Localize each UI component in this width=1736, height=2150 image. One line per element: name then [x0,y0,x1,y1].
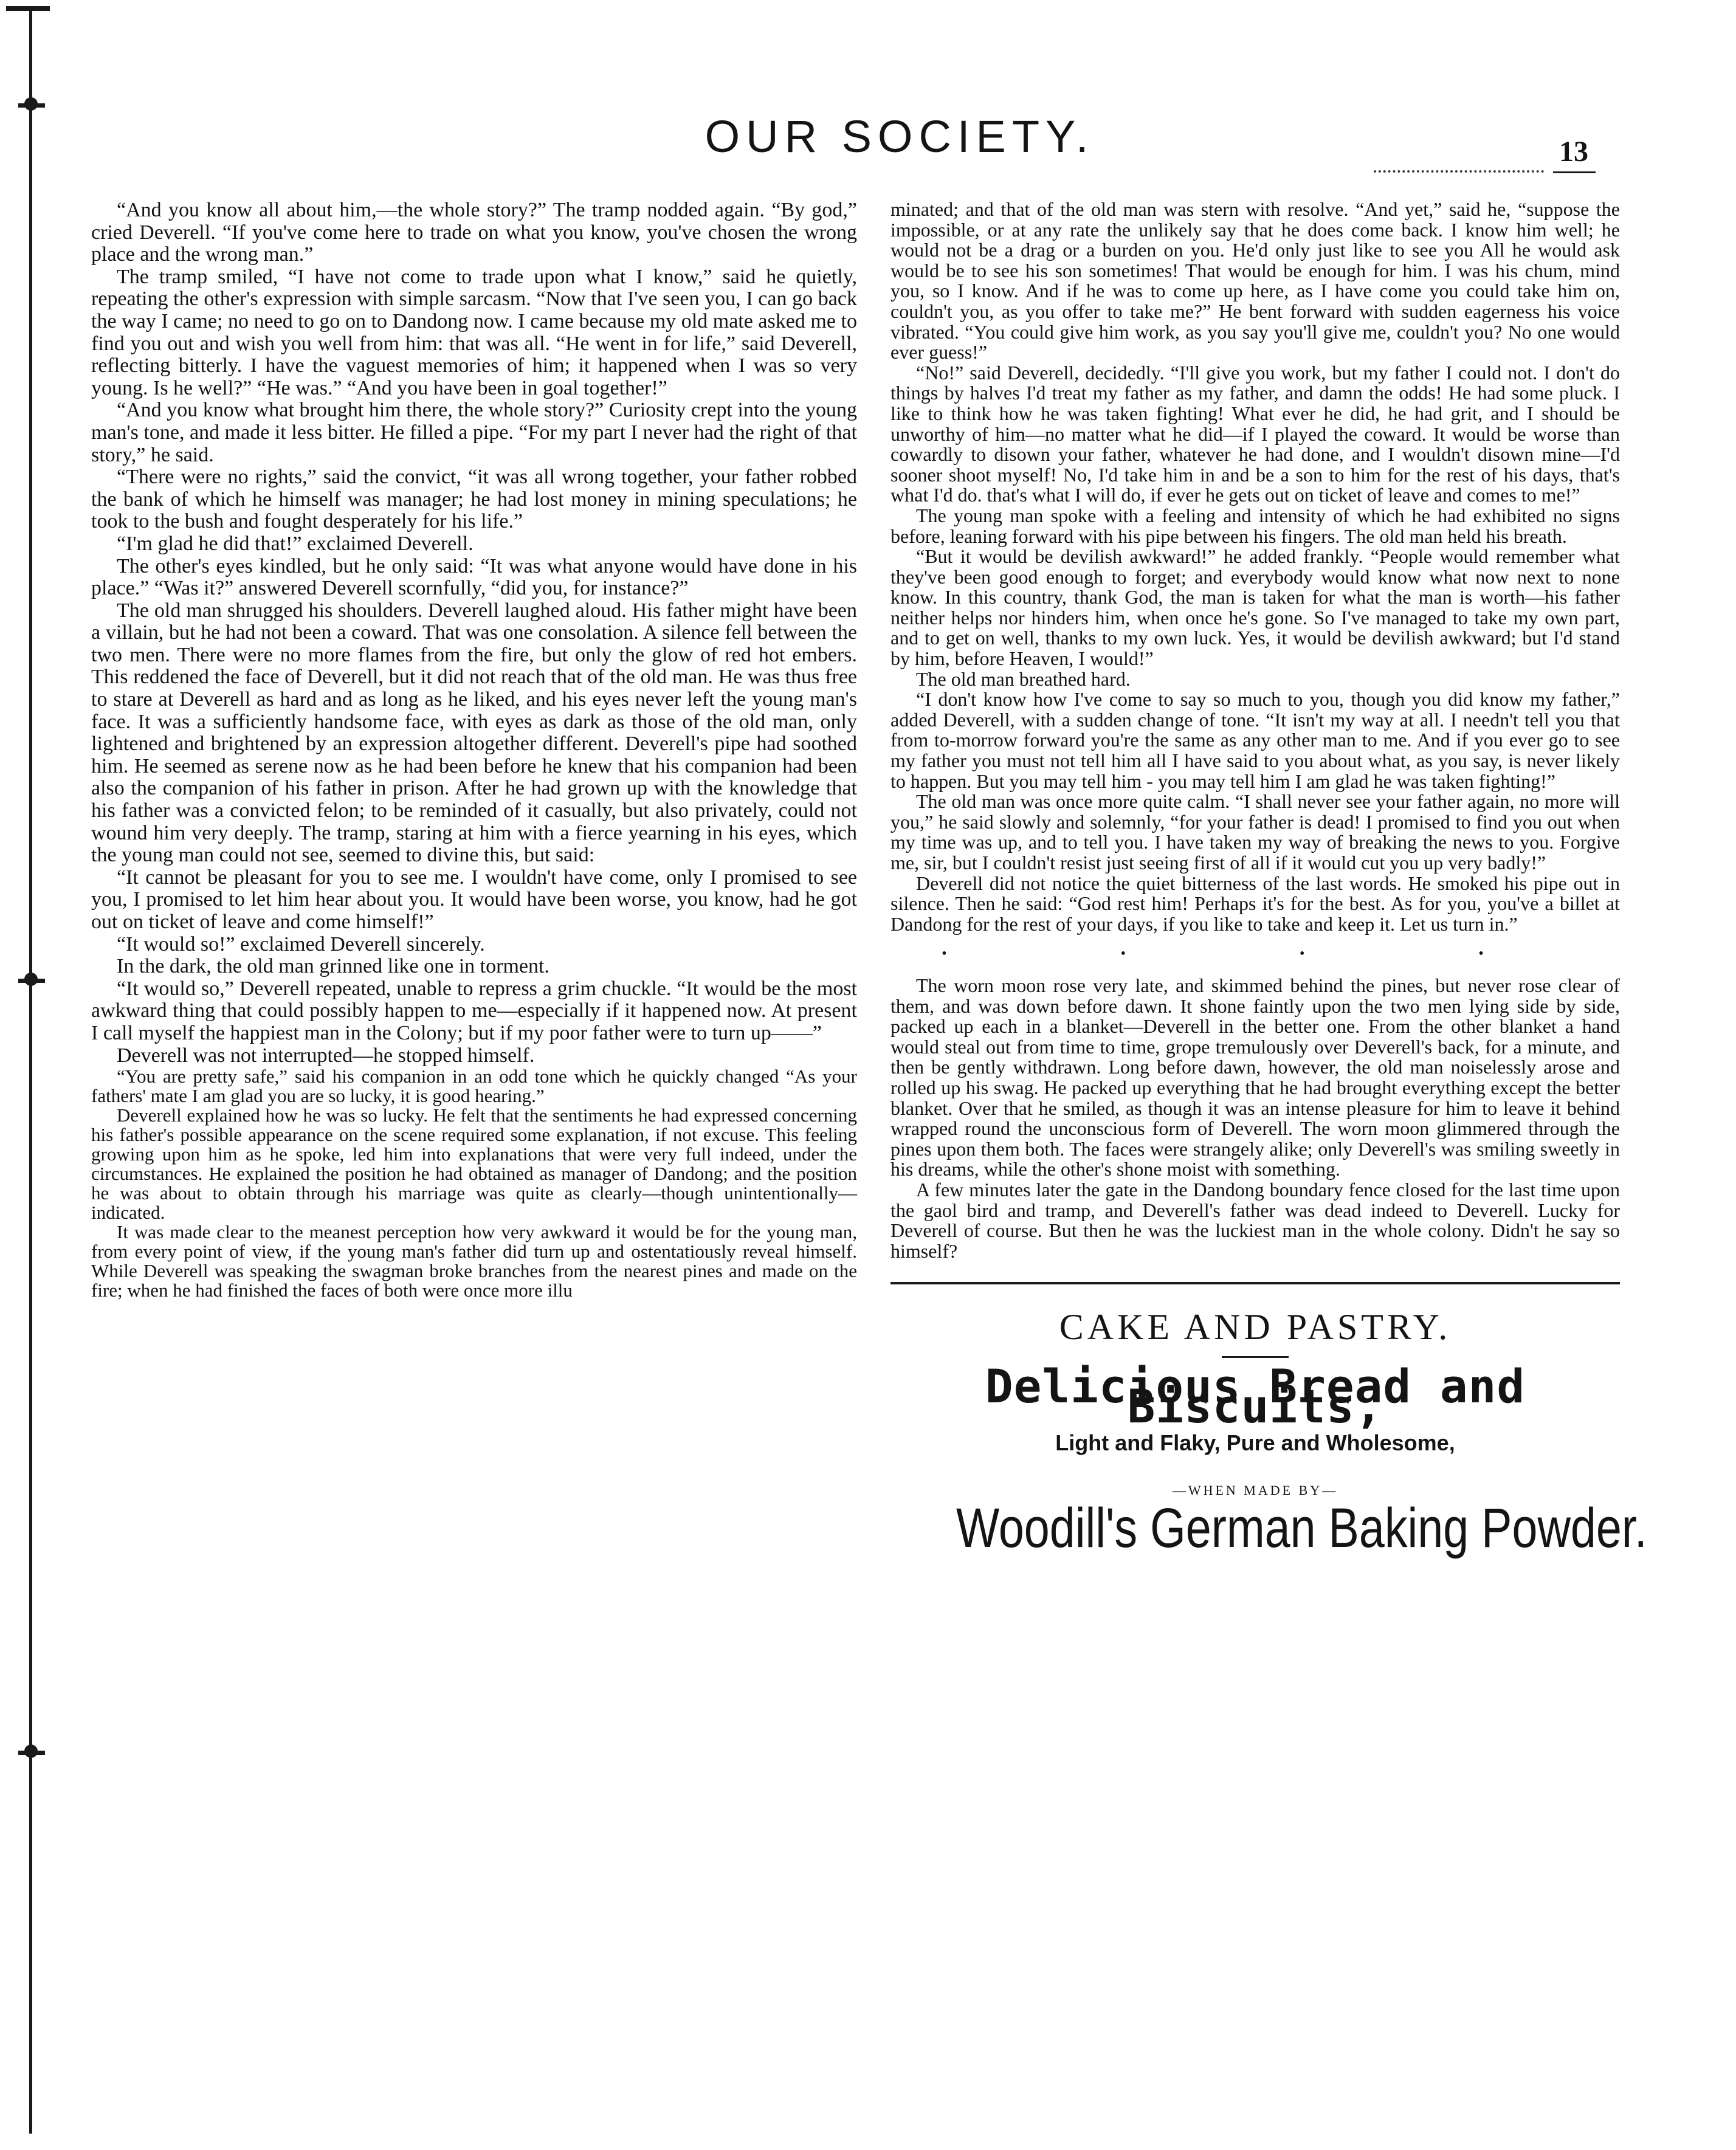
binding-knob [24,973,38,986]
advertisement-separator [890,1282,1620,1284]
advertisement-brand: Woodill's German Baking Powder. [956,1497,1647,1560]
article-paragraph: The other's eyes kindled, but he only said: “It was what anyone would have done in his place.” “Was it?” answered Deverell scornfully, “did you, for instance?” [91,554,857,600]
article-paragraph: The worn moon rose very late, and skimmed behind the pines, but never rose clear of them, and was down before dawn. It shone faintly upon the two men lying side by side, packed up each in a blanket—Deverell in the better one. From the other blanket a hand would steal out from time to time, grope tremulously over Deverell's back, for a minute, and then be gently withdrawn. Long before dawn, however, the old man noiselessly arose and rolled up his swag. He packed up everything that he had brought everything except the better blanket. Over that he smiled, as though it was an intense pleasure for him to leave it behind wrapped round the unconscious form of Deverell. The worn moon glimmered through the pines upon them both. The faces were strangely alike; only Deverell's was smiling sweetly in his dreams, while the other's shone moist with something. [890,974,1620,1180]
article-paragraph: A few minutes later the gate in the Dandong boundary fence closed for the last time upon the gaol bird and tramp, and Deverell's father was dead indeed to Deverell. Lucky for Deverell of course. But then he was the luckiest man in the whole colony. Didn't he say so himself? [890,1178,1620,1262]
article-paragraph: In the dark, the old man grinned like one in torment. [117,955,549,978]
right-article-column [890,198,1647,1560]
article-paragraph: Deverell was not interrupted—he stopped himself. [117,1044,535,1067]
article-paragraph: The old man was once more quite calm. “I shall never see your father again, no more will you,” he said slowly and solemnly, “for your father is dead! I promised to find you out when my time was up, and to tell you. I have taken my way of breaking the news to you. Forgive me, sir, but I couldn't resist just seeing first of all if it would cut you up very badly!” [890,790,1620,873]
advertisement-tagline: Light and Flaky, Pure and Wholesome, [1055,1430,1455,1456]
page-number: 13 [1559,136,1588,168]
article-paragraph: “And you know all about him,—the whole story?” The tramp nodded again. “By god,” cried Deverell. “If you've come here to trade on what you know, you've chosen the wrong place and the wrong man.” [91,199,857,266]
article-paragraph: “It cannot be pleasant for you to see me. I wouldn't have come, only I promised to see you, I promised to let him hear about you. It would have been worse, you know, had he got out on ticket of leave and come himself!” [91,866,857,933]
article-paragraph: “It would so!” exclaimed Deverell sincerely. [117,932,485,956]
article-paragraph: “You are pretty safe,” said his companion in an odd tone which he quickly changed “As your fathers' mate I am glad you are so lucky, it is good hearing.” [91,1066,857,1107]
article-paragraph: Deverell did not notice the quiet bitterness of the last words. He smoked his pipe out in silence. Then he said: “God rest him! Perhaps it's for the best. As for you, you've a billet at Dandong for the rest of your days, if you like to take and keep it. Let us turn in.” [890,872,1620,935]
page-title: OUR SOCIETY. [704,111,1095,162]
article-paragraph: minated; and that of the old man was stern with resolve. “And yet,” said he, “suppose the impossible, or at any rate the unlikely say that he does come back. I know him well; he would not be a drag or a burden on you. He'd only just like to see you All he would ask would be to see his son sometimes! That would be enough for him. I was his chum, mind you, so I know. And if he was to come up here, as I have come you could take him on, couldn't you, as you offer to take me?” He bent forward with sudden eagerness his voice vibrated. “You could give him work, as you say you'll give me, couldn't you? No one would ever guess!” [890,198,1620,364]
article-paragraph: The old man breathed hard. [916,667,1131,690]
article-paragraph: “There were no rights,” said the convict, “it was all wrong together, your father robbed the bank of which he himself was manager; he had lost money in mining speculations; he took to the bush and fought desperately for his life.” [91,466,857,533]
article-paragraph: “But it would be devilish awkward!” he added frankly. “People would remember what they've been good enough to forget; and everybody would know what now next to none know. In this country, thank God, the man is taken for what the man is worth—his father neither helps nor hinders him, when once he's gone. So I've managed to take my own part, and to get on well, thanks to my own luck. Yes, it would be devilish awkward; but I'd stand by him, before Heaven, I would!” [890,545,1620,670]
advertisement [890,1307,1647,1560]
binding-margin-top-mark [6,6,50,11]
binding-knob [24,97,38,111]
page-number-underline [1553,171,1596,173]
advertisement-rule [1222,1356,1289,1358]
article-paragraph: The old man shrugged his shoulders. Deverell laughed aloud. His father might have been a villain, but he had not been a coward. That was one consolation. A silence fell between the two men. There were no more flames from the fire, but only the glow of red hot embers. This reddened the face of Deverell, but it did not reach that of the old man. He was thus free to stare at Deverell as hard and as long as he liked, and his eyes never left the young man's face. It was a sufficiently handsome face, with eyes as dark as those of the old man, only lightened and brightened by an expression altogether different. Deverell's pipe had soothed him. He seemed as serene now as he had been before he knew that his companion had been also the companion of his father in prison. After he had grown up with the knowledge that his father was a convicted felon; to be reminded of it casually, but also privately, could not wound him very deeply. The tramp, staring at him with a fierce yearning in his eyes, which the young man could not see, seemed to divine this, but said: [91,599,857,867]
binding-knob [24,1745,38,1758]
article-paragraph: Deverell explained how he was so lucky. He felt that the sentiments he had expressed concerning his father's possible appearance on the scene required some explanation, if not excuse. This feeling growing upon him as he spoke, led him into explanations that were very full indeed, under the circumstances. He explained the position he had obtained as manager of Dandong; and the position he was about to obtain through his marriage was quite as clearly—though unintentionally—indicated. [91,1104,857,1224]
article-paragraph: “No!” said Deverell, decidedly. “I'll give you work, but my father I could not. I don't do things by halves I'd treat my father as my father, and damn the odds! He had some pluck. I like to think how he was taken fighting! What ever he did, he had grit, and I should be unworthy of him—no matter what he did—if I played the coward. It would be worse than cowardly to disown your father, whatever he had done, and I wouldn't disown mine—I'd sooner shoot myself! No, I'd take him in and be a son to him for the rest of his days, that's what I'd do. that's what I will do, if ever he gets out on ticket of leave and comes to me!” [890,361,1620,506]
article-paragraph: The tramp smiled, “I have not come to trade upon what I know,” said he quietly, repeating the other's expression with simple sarcasm. “Now that I've seen you, I can go back the way I came; no need to go on to Dandong now. I came because my old mate asked me to find you out and wish you well from him: that was all. “He went in for life,” said Deverell, reflecting bitterly. I have the vaguest memories of him; it happened when I was so very young. Is he well?” “He was.” “And you have been in goal together!” [91,265,857,399]
article-paragraph: “I'm glad he did that!” exclaimed Deverell. [117,532,474,555]
advertisement-heading: CAKE AND PASTRY. [1059,1307,1452,1348]
left-article-column [91,199,857,1300]
advertisement-product: Delicious Bread and Biscuits, [985,1359,1526,1434]
header-dotted-rule [1374,170,1544,173]
article-paragraph: “It would so,” Deverell repeated, unable to repress a grim chuckle. “It would be the most awkward thing that could possibly happen to me—especially if it happened now. At present I call myself the happiest man in the Colony; but if my poor father were to turn up——” [91,977,857,1044]
article-paragraph: “And you know what brought him there, the whole story?” Curiosity crept into the young man's tone, and made it less bitter. He filled a pipe. “For my part I never had the right of that story,” he said. [91,399,857,466]
article-paragraph: “I don't know how I've come to say so much to you, though you did know my father,” added Deverell, with a sudden change of tone. “It isn't my way at all. I needn't tell you that from to-morrow forward you're the same as any other man to me. And if you ever go to see my father you must not tell him all I have said to you about what, as you say, is never likely to happen. But you may tell him - you may tell him I am glad he was taken fighting!” [890,688,1620,792]
advertisement-made-by: —WHEN MADE BY— [1172,1482,1338,1498]
article-paragraph: The young man spoke with a feeling and intensity of which he had exhibited no signs before, leaning forward with his pipe between his fingers. The old man held his breath. [890,504,1620,547]
section-break: • • • • [942,946,1569,962]
article-paragraph: It was made clear to the meanest perception how very awkward it would be for the young man, from every point of view, if the young man's father did turn up and ostentatiously reveal himself. While Deverell was speaking the swagman broke branches from the nearest pines and made on the fire; when he had finished the faces of both were once more illu [91,1221,857,1301]
binding-margin-rule [29,6,32,2134]
